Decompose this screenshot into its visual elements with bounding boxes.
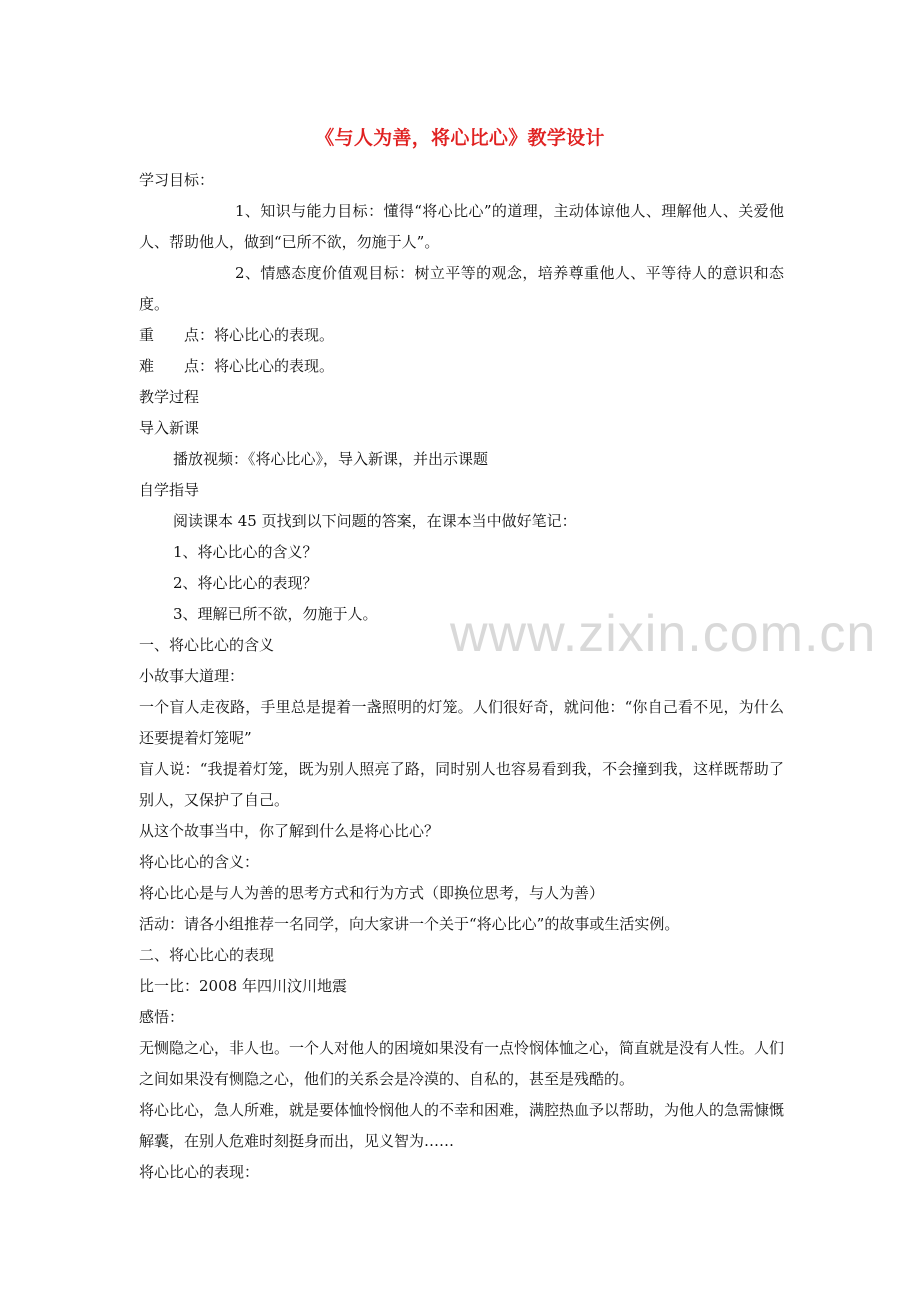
paragraph: 将心比心，急人所难，就是要体恤怜悯他人的不幸和困难，满腔热血予以帮助，为他人的急需慷慨解囊，在别人危难时刻挺身而出，见义智为…… (139, 1101, 785, 1150)
paragraph: 导入新课 (139, 419, 200, 437)
paragraph: 自学指导 (139, 481, 200, 499)
paragraph: 教学过程 (139, 388, 200, 406)
paragraph: 将心比心的含义： (139, 853, 260, 871)
paragraph: 1、知识与能力目标：懂得“将心比心”的道理，主动体谅他人、理解他人、关爱他人、帮助他人，做到“已所不欲，勿施于人”。 (139, 202, 784, 251)
paragraph: 无恻隐之心，非人也。一个人对他人的困境如果没有一点怜悯体恤之心，简直就是没有人性。人们之间如果没有恻隐之心，他们的关系会是冷漠的、自私的，甚至是残酷的。 (139, 1039, 785, 1088)
paragraph: 小故事大道理： (139, 667, 245, 685)
paragraph: 重 点：将心比心的表现。 (139, 326, 335, 344)
watermark: www.zixin.com.cn (450, 605, 877, 663)
paragraph: 从这个故事当中，你了解到什么是将心比心？ (139, 822, 440, 840)
paragraph: 将心比心是与人为善的思考方式和行为方式（即换位思考，与人为善） (139, 884, 605, 902)
paragraph: 二、将心比心的表现 (139, 946, 275, 964)
paragraph: 比一比：2008 年四川汶川地震 (139, 977, 347, 995)
document-body (139, 165, 784, 1188)
document-title: 《与人为善，将心比心》教学设计 (315, 127, 605, 149)
paragraph: 感悟： (139, 1008, 185, 1026)
paragraph: 一、将心比心的含义 (139, 636, 275, 654)
paragraph: 1、将心比心的含义？ (173, 543, 318, 561)
paragraph: 3、理解已所不欲，勿施于人。 (173, 605, 378, 623)
paragraph: 阅读课本 45 页找到以下问题的答案，在课本当中做好笔记： (173, 512, 577, 530)
paragraph: 一个盲人走夜路，手里总是提着一盏照明的灯笼。人们很好奇，就问他：“你自己看不见，为什么还要提着灯笼呢” (139, 698, 784, 747)
paragraph: 将心比心的表现： (139, 1163, 260, 1181)
paragraph: 播放视频：《将心比心》，导入新课，并出示课题 (173, 450, 489, 468)
paragraph: 难 点：将心比心的表现。 (139, 357, 335, 375)
paragraph: 学习目标： (139, 171, 215, 189)
paragraph: 活动：请各小组推荐一名同学，向大家讲一个关于“将心比心”的故事或生活实例。 (139, 915, 680, 933)
paragraph: 2、情感态度价值观目标：树立平等的观念，培养尊重他人、平等待人的意识和态度。 (139, 264, 784, 313)
paragraph: 2、将心比心的表现？ (173, 574, 318, 592)
paragraph: 盲人说：“我提着灯笼，既为别人照亮了路，同时别人也容易看到我，不会撞到我，这样既帮助了别人，又保护了自己。 (139, 760, 784, 809)
